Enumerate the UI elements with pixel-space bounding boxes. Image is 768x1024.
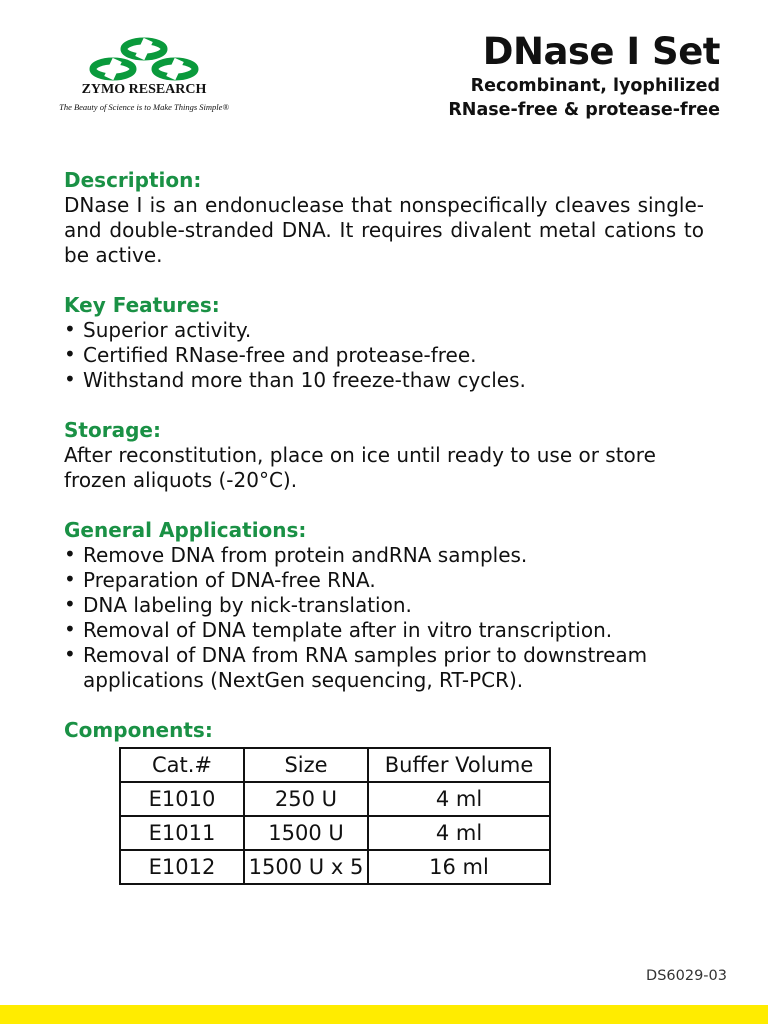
bullet-icon: • [64,342,76,366]
page-title: DNase I Set [482,30,720,73]
list-item-text: Withstand more than 10 freeze-thaw cycles. [83,368,526,392]
zymo-logo [44,36,244,116]
key-features-list [64,318,704,393]
table-cell: E1011 [120,816,244,850]
list-item [64,343,704,368]
bullet-icon: • [64,567,76,591]
zymo-logo-icon [88,36,200,82]
header [448,30,720,122]
table-row [120,782,550,816]
list-item [64,593,704,618]
bullet-icon: • [64,642,76,666]
column-header: Cat.# [120,748,244,782]
table-cell: 4 ml [368,816,550,850]
list-item [64,568,704,593]
applications-section [64,518,704,693]
list-item-text: Removal of DNA template after in vitro transcription. [83,618,613,642]
table-header-row [120,748,550,782]
storage-section [64,418,704,493]
brand-name: ZYMO RESEARCH [81,82,207,97]
list-item-text: Superior activity. [83,318,252,342]
column-header: Buffer Volume [368,748,550,782]
footer-bar [0,1005,768,1024]
components-table [119,747,551,885]
list-item [64,368,704,393]
bullet-icon: • [64,317,76,341]
list-item-text: Remove DNA from protein andRNA samples. [83,543,528,567]
key-features-section [64,293,704,393]
table-cell: 4 ml [368,782,550,816]
components-heading: Components: [64,718,213,742]
applications-list [64,543,704,693]
subtitle-line-2: RNase-free & protease-free [448,100,720,120]
table-cell: 1500 U x 5 [244,850,368,884]
storage-heading: Storage: [64,418,161,442]
table-cell: E1010 [120,782,244,816]
list-item-text: DNA labeling by nick-translation. [83,593,412,617]
description-heading: Description: [64,168,202,192]
list-item-text: Preparation of DNA-free RNA. [83,568,376,592]
bullet-icon: • [64,617,76,641]
applications-heading: General Applications: [64,518,307,542]
bullet-icon: • [64,592,76,616]
list-item [64,318,704,343]
description-section [64,168,704,268]
list-item [64,543,704,568]
table-cell: E1012 [120,850,244,884]
list-item [64,643,704,693]
list-item-text: Certified RNase-free and protease-free. [83,343,477,367]
document-id: DS6029-03 [646,968,727,984]
table-cell: 1500 U [244,816,368,850]
storage-text: After reconstitution, place on ice until ready to use or store frozen aliquots (-20°C). [64,443,656,492]
bullet-icon: • [64,542,76,566]
table-cell: 16 ml [368,850,550,884]
table-cell: 250 U [244,782,368,816]
table-row [120,850,550,884]
column-header: Size [244,748,368,782]
table-row [120,816,550,850]
brand-tagline: The Beauty of Science is to Make Things Simple® [59,102,229,112]
list-item-text: Removal of DNA from RNA samples prior to downstream applications (NextGen sequencing, RT-PCR). [83,643,648,692]
list-item [64,618,704,643]
subtitle-line-1: Recombinant, lyophilized [470,76,720,96]
key-features-heading: Key Features: [64,293,220,317]
main-content [64,168,704,743]
description-text: DNase I is an endonuclease that nonspecifically cleaves single- and double-stranded DNA. It requires divalent metal cations to be active. [64,193,704,267]
bullet-icon: • [64,367,76,391]
